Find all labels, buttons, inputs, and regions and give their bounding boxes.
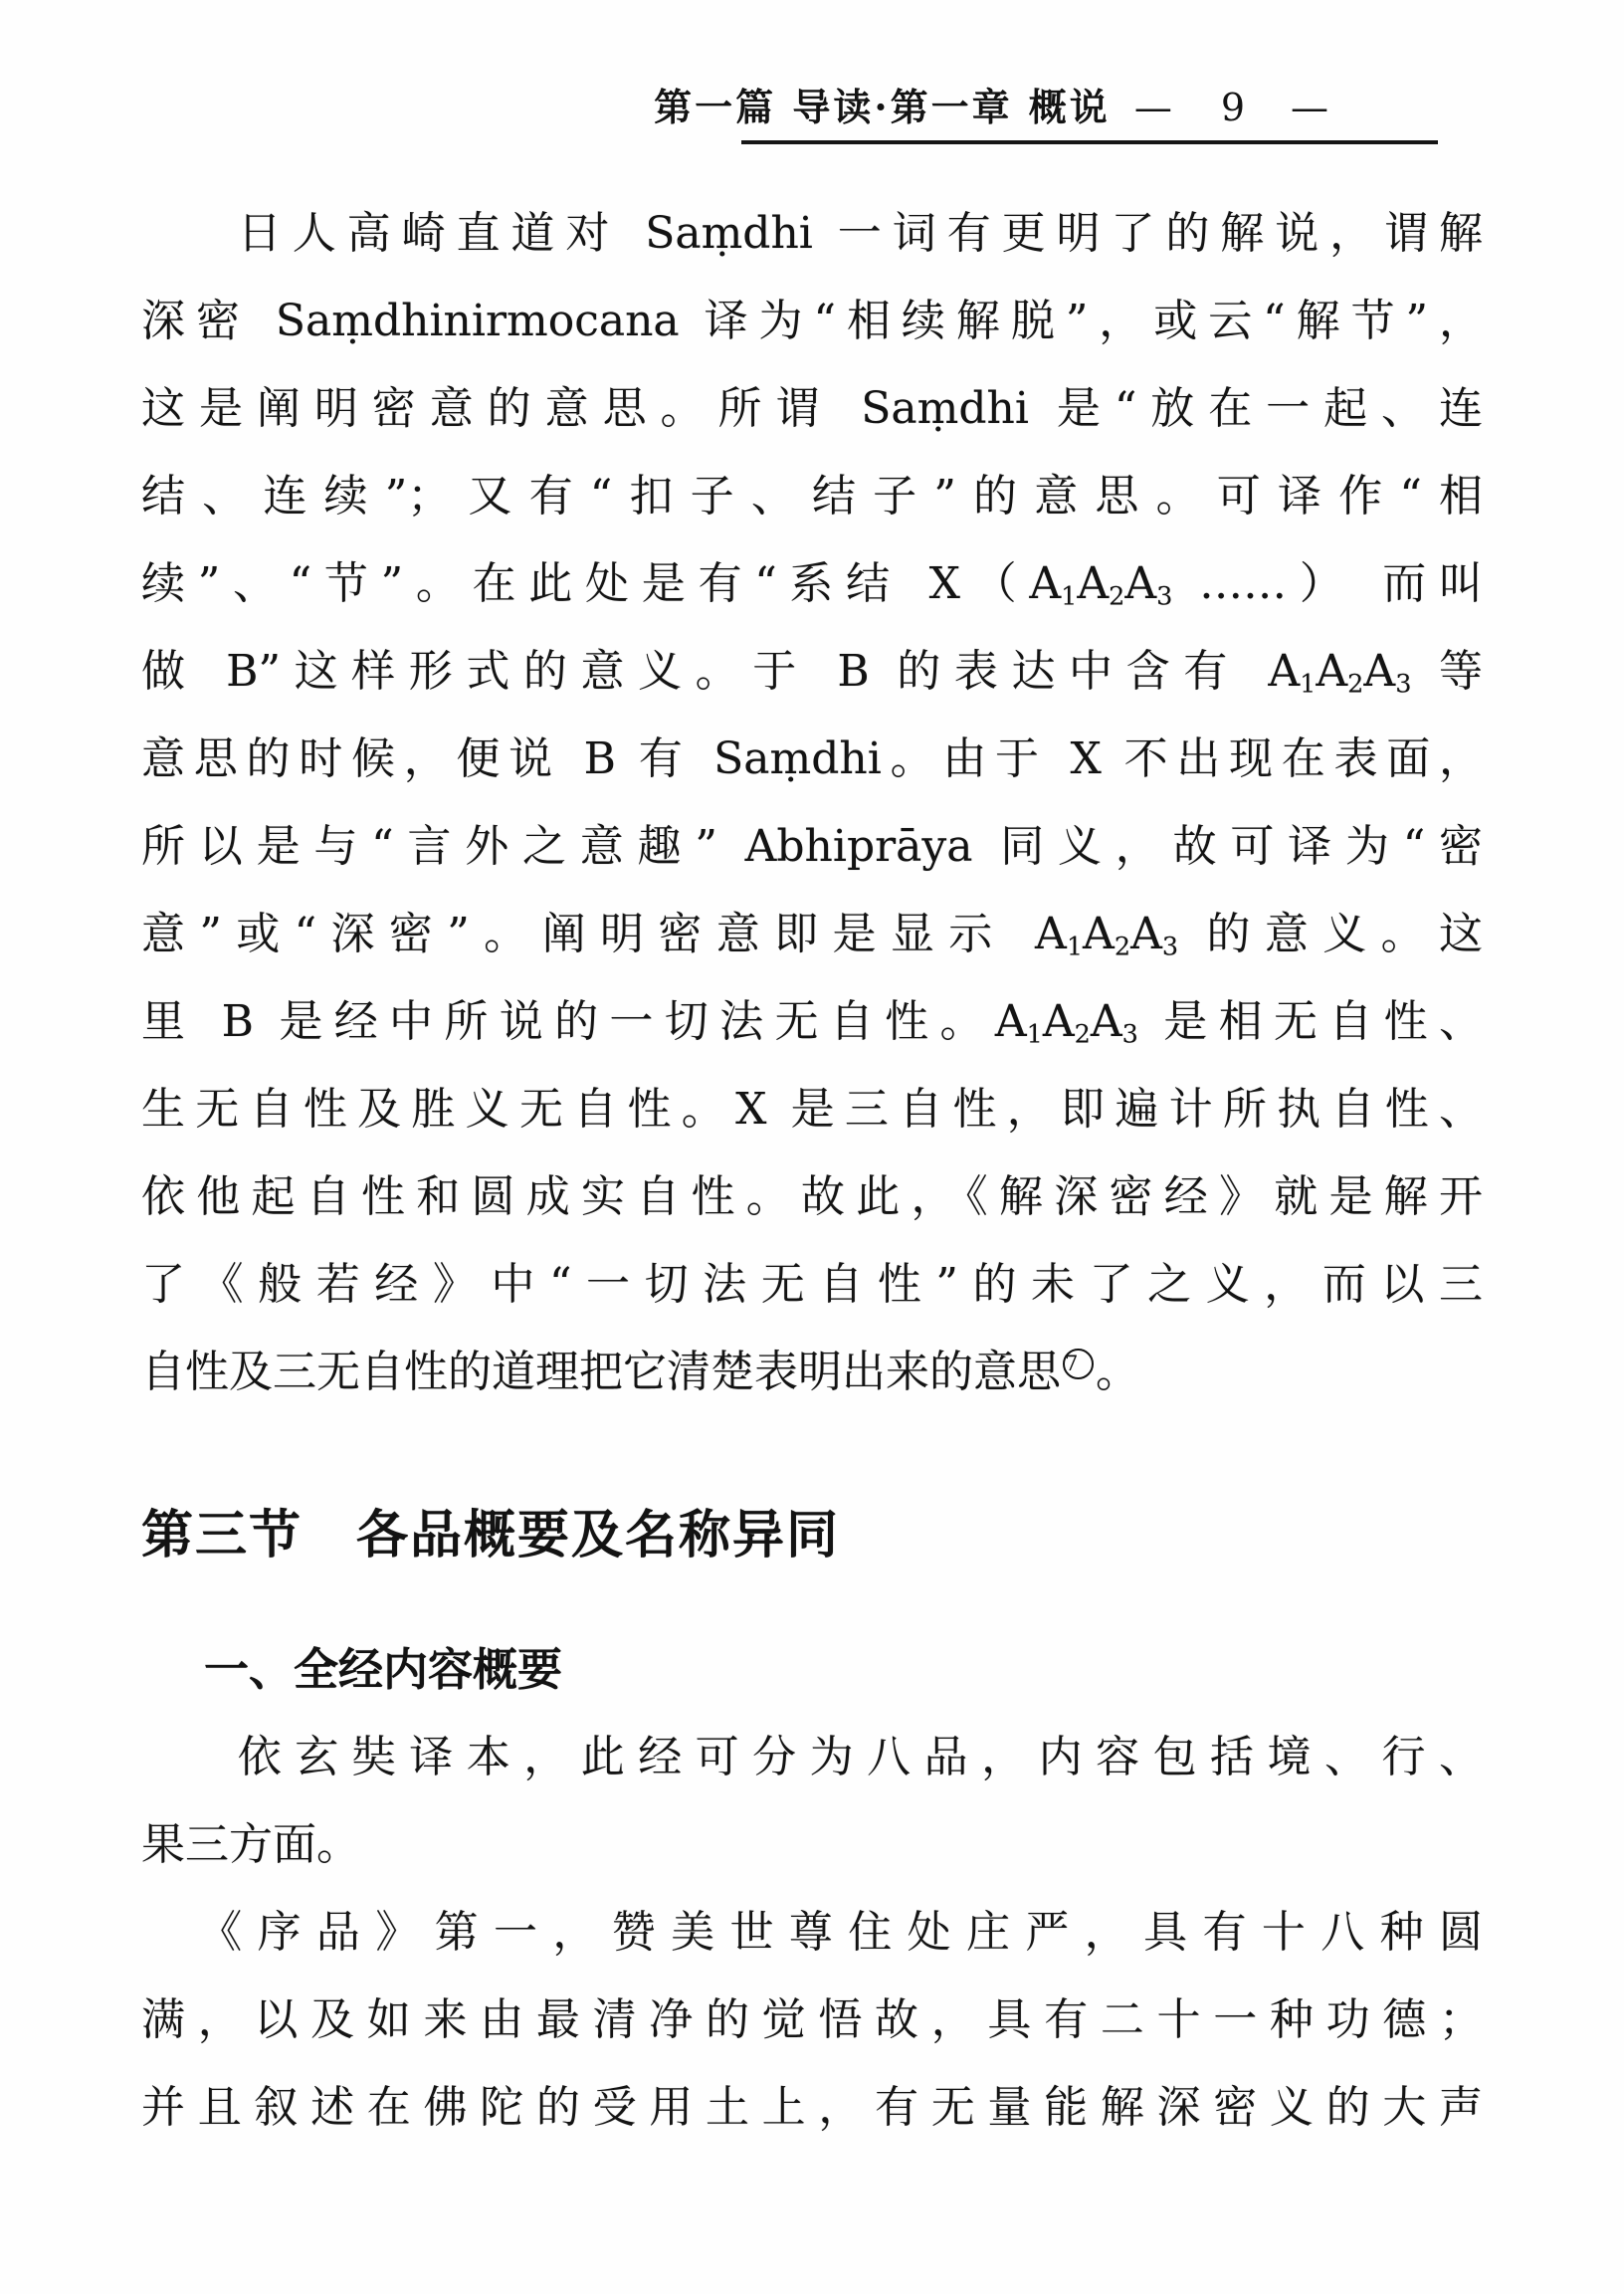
subscript: 2	[1114, 932, 1131, 962]
text-line: 了《般若经》中“一切法无自性”的未了之义，而以三	[141, 1259, 1483, 1310]
body-paragraph-2	[141, 1714, 1483, 1889]
page-number: 9	[1220, 86, 1245, 129]
subsection-heading: 一、全经内容概要	[204, 1643, 563, 1696]
subscript: 3	[1121, 1019, 1138, 1050]
text-line: 满，以及如来由最清净的觉悟故，具有二十一种功德；	[141, 1994, 1483, 2045]
text-line: 日人高崎直道对 Saṃdhi 一词有更明了的解说，谓解	[237, 208, 1483, 259]
text-line: 续”、“节”。在此处是有“系结 $X(A_1A_2A_3$ ……） 而叫	[141, 558, 1483, 612]
text-line: 生无自性及胜义无自性。X 是三自性，即遍计所执自性、	[141, 1084, 1483, 1135]
footnote-ref: 7	[1063, 1349, 1094, 1379]
subscript: 1	[1300, 669, 1317, 700]
text-line: 并且叙述在佛陀的受用土上，有无量能解深密义的大声	[141, 2082, 1483, 2133]
text-line: 《序品》第一，赞美世尊住处庄严，具有十八种圆	[198, 1907, 1483, 1958]
running-header	[141, 82, 1483, 133]
body-paragraph-1	[141, 190, 1483, 1416]
chapter-title: 第一篇 导读·第一章 概说	[654, 85, 1111, 129]
text-line: 深密 Saṃdhinirmocana 译为“相续解脱”，或云“解节”，	[141, 296, 1483, 346]
subscript: 1	[1066, 932, 1084, 962]
text-line: 依玄奘译本，此经可分为八品，内容包括境、行、	[237, 1732, 1483, 1782]
subscript: 2	[1109, 581, 1125, 612]
text-line: 里 B 是经中所说的一切法无自性。$A_1A_2A_3$ 是相无自性、	[141, 996, 1483, 1050]
header-rule	[741, 140, 1438, 144]
subscript: 3	[1395, 669, 1412, 700]
text-line: 自性及三无自性的道理把它清楚表明出来的意思 $^7$ 。	[141, 1347, 1139, 1397]
text-line: 依他起自性和圆成实自性。故此，《解深密经》就是解开	[141, 1171, 1483, 1222]
page-number-dash-left: —	[1133, 86, 1175, 129]
subscript: 3	[1156, 581, 1173, 612]
subscript: 1	[1026, 1019, 1043, 1050]
subscript: 1	[1061, 581, 1078, 612]
text-line: 这是阐明密意的意思。所谓 Saṃdhi 是“放在一起、连	[141, 383, 1483, 434]
text-line: 意思的时候，便说 B 有 Saṃdhi。由于 X 不出现在表面，	[141, 733, 1483, 784]
section-heading: 第三节 各品概要及名称异同	[141, 1505, 841, 1565]
subscript: 3	[1161, 932, 1179, 962]
body-paragraph-3	[141, 1889, 1483, 2152]
page-number-dash-right: —	[1291, 86, 1331, 129]
text-line: 做 B”这样形式的意义。于 B 的表达中含有 $A_1A_2A_3$ 等	[141, 646, 1483, 700]
subscript: 2	[1347, 669, 1364, 700]
text-line: 所以是与“言外之意趣” Abhiprāya 同义，故可译为“密	[141, 821, 1483, 872]
subscript: 2	[1074, 1019, 1091, 1050]
text-line: 结、连续”；又有“扣子、结子”的意思。可译作“相	[141, 471, 1483, 521]
text-line: 果三方面。	[141, 1819, 360, 1870]
text-line: 意”或“深密”。阐明密意即是显示 $A_1A_2A_3$ 的意义。这	[141, 909, 1483, 962]
page-content	[141, 190, 1483, 2152]
